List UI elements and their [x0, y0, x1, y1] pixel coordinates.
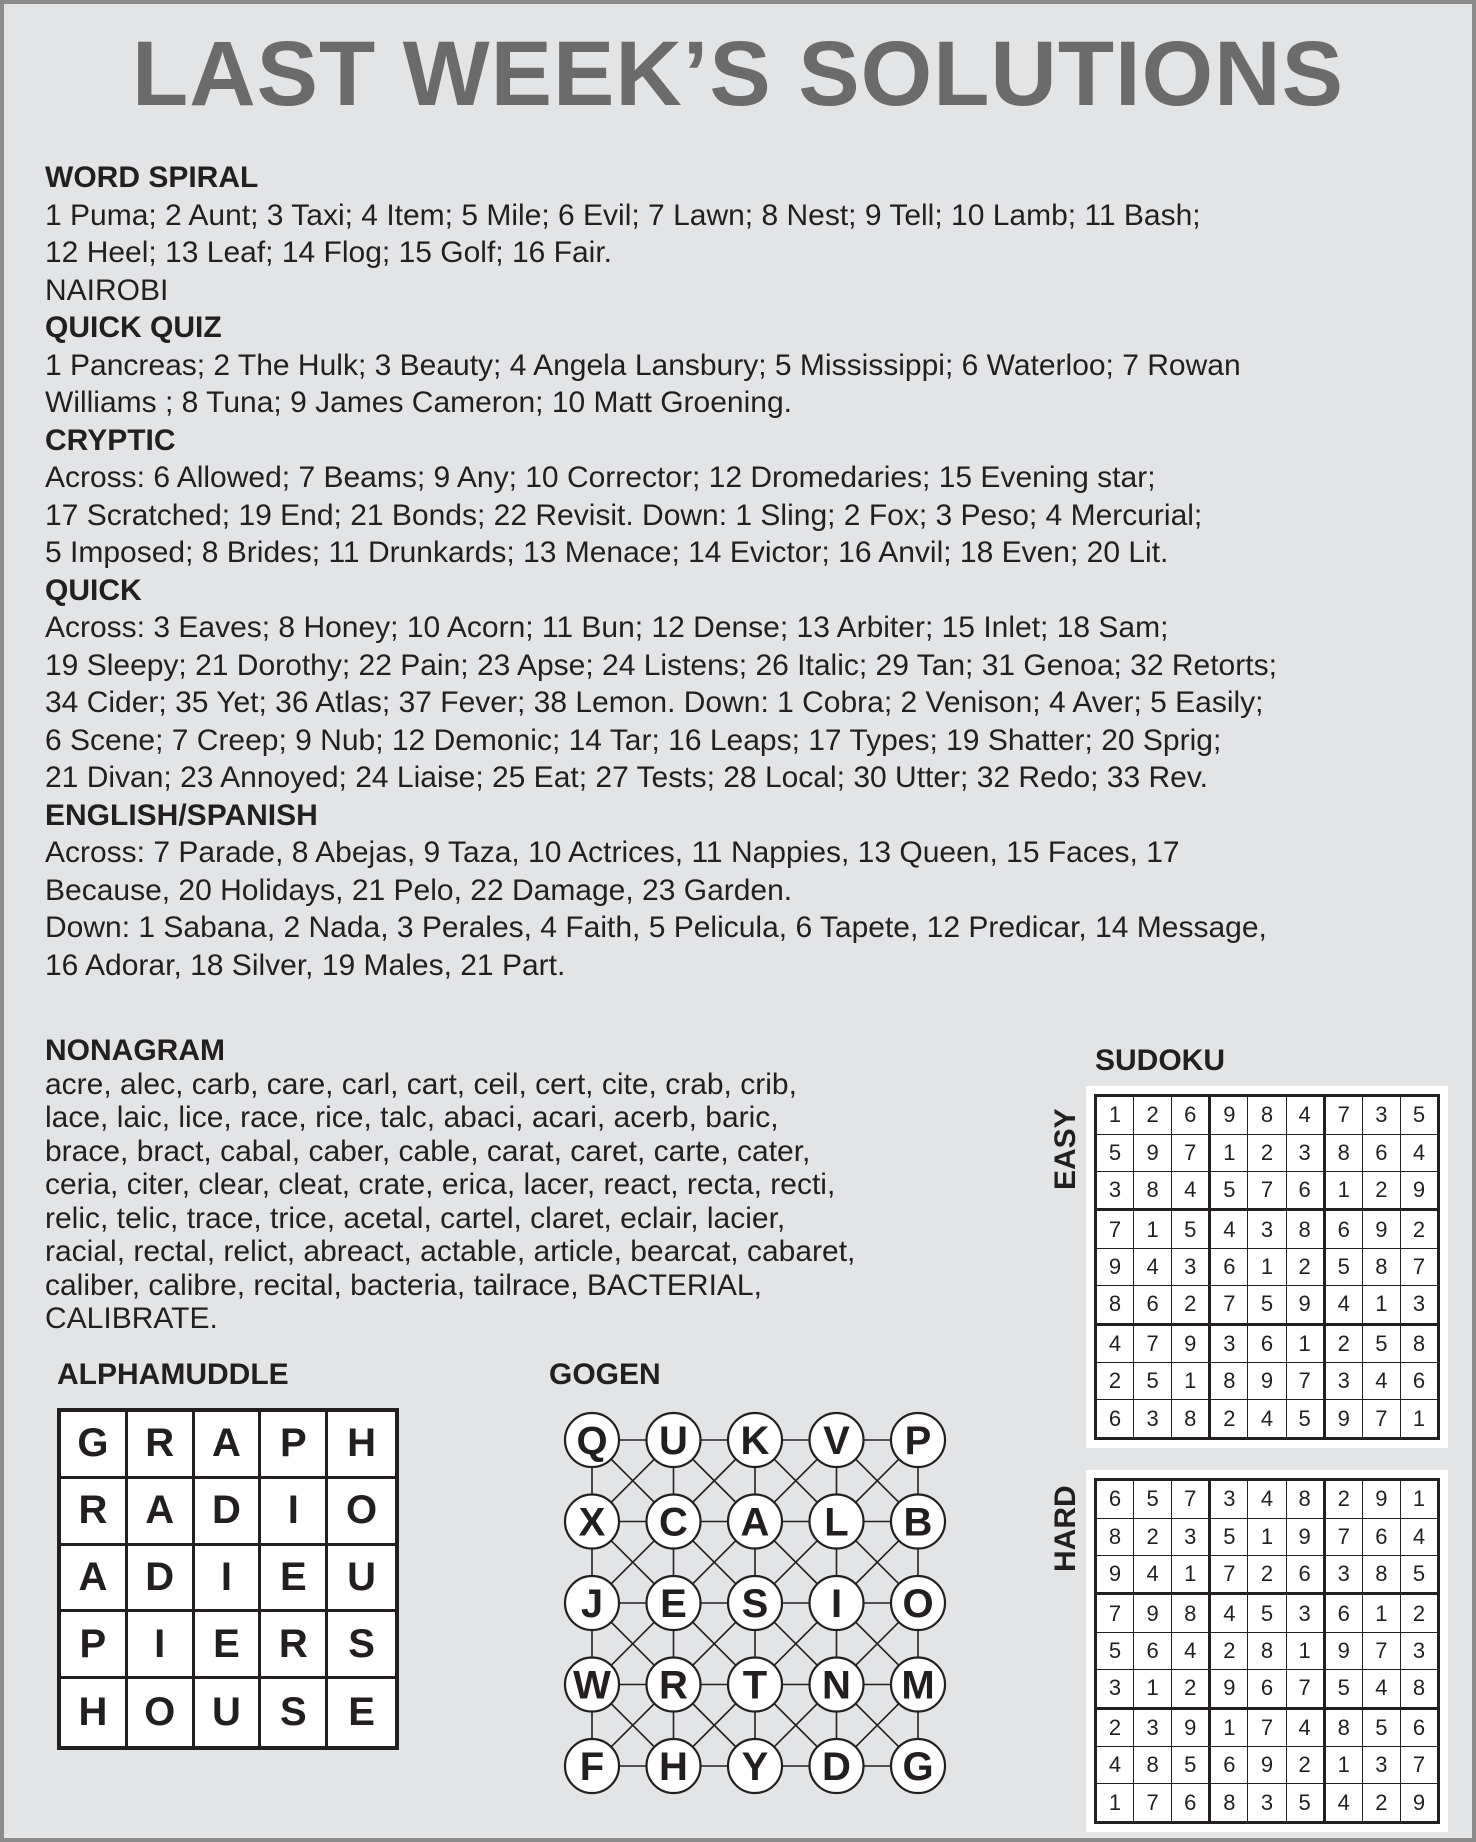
gogen-letter: E: [660, 1582, 687, 1626]
sudoku-cell: 9: [1096, 1555, 1134, 1594]
sudoku-cell: 1: [1172, 1555, 1210, 1594]
sudoku-cell: 6: [1248, 1669, 1286, 1708]
sudoku-cell: 7: [1400, 1747, 1438, 1784]
alphamuddle-cell: D: [128, 1546, 195, 1613]
alphamuddle-cell: I: [195, 1546, 262, 1613]
sudoku-cell: 9: [1172, 1708, 1210, 1747]
alphamuddle-cell: A: [61, 1546, 128, 1613]
sudoku-cell: 7: [1324, 1518, 1362, 1555]
sudoku-cell: 3: [1324, 1555, 1362, 1594]
alphamuddle-cell: I: [128, 1612, 195, 1679]
solution-line: Across: 3 Eaves; 8 Honey; 10 Acorn; 11 Bun; 12 Dense; 13 Arbiter; 15 Inlet; 18 Sam;: [45, 611, 1169, 644]
sudoku-cell: 3: [1096, 1171, 1134, 1210]
sudoku-cell: 5: [1096, 1632, 1134, 1669]
nonagram-solution: [45, 1034, 1005, 1336]
sudoku-cell: 7: [1362, 1632, 1400, 1669]
sudoku-cell: 4: [1172, 1632, 1210, 1669]
alphamuddle-cell: R: [128, 1412, 195, 1479]
sudoku-cell: 7: [1134, 1324, 1172, 1363]
gogen-grid: [552, 1400, 958, 1806]
sudoku-cell: 1: [1096, 1096, 1134, 1135]
sudoku-cell: 2: [1172, 1669, 1210, 1708]
sudoku-cell: 6: [1324, 1210, 1362, 1249]
alphamuddle-cell: U: [328, 1546, 395, 1613]
alphamuddle-cell: I: [261, 1479, 328, 1546]
sudoku-cell: 3: [1172, 1518, 1210, 1555]
sudoku-cell: 9: [1286, 1518, 1324, 1555]
section-heading: CRYPTIC: [45, 423, 176, 457]
sudoku-cell: 8: [1324, 1134, 1362, 1171]
sudoku-cell: 1: [1134, 1669, 1172, 1708]
sudoku-cell: 2: [1134, 1096, 1172, 1135]
gogen-letter: O: [902, 1582, 934, 1626]
sudoku-cell: 8: [1134, 1747, 1172, 1784]
sudoku-cell: 1: [1362, 1594, 1400, 1633]
sudoku-cell: 3: [1210, 1480, 1248, 1519]
sudoku-cell: 3: [1286, 1594, 1324, 1633]
gogen-letter: M: [901, 1663, 935, 1708]
sudoku-cell: 5: [1286, 1784, 1324, 1823]
sudoku-cell: 9: [1134, 1134, 1172, 1171]
sudoku-cell: 8: [1400, 1324, 1438, 1363]
sudoku-cell: 9: [1324, 1632, 1362, 1669]
sudoku-cell: 5: [1248, 1594, 1286, 1633]
section-heading: QUICK: [45, 573, 142, 607]
nonagram-line: acre, alec, carb, care, carl, cart, ceil, cert, cite, crab, crib,: [45, 1067, 797, 1101]
sudoku-cell: 2: [1172, 1285, 1210, 1324]
sudoku-cell: 3: [1134, 1708, 1172, 1747]
nonagram-line: racial, rectal, relict, abreact, actable, article, bearcat, cabaret,: [45, 1235, 856, 1268]
gogen-letter: L: [824, 1500, 849, 1545]
solution-line: 1 Pancreas; 2 The Hulk; 3 Beauty; 4 Angela Lansbury; 5 Mississippi; 6 Waterloo; 7 Rowan: [45, 348, 1241, 382]
sudoku-cell: 9: [1362, 1480, 1400, 1519]
sudoku-cell: 1: [1248, 1518, 1286, 1555]
solution-line: 1 Puma; 2 Aunt; 3 Taxi; 4 Item; 5 Mile; 6 Evil; 7 Lawn; 8 Nest; 9 Tell; 10 Lamb; 11 Bash;: [45, 198, 1201, 232]
gogen-letter: H: [659, 1745, 688, 1789]
sudoku-cell: 2: [1248, 1134, 1286, 1171]
sudoku-cell: 6: [1172, 1784, 1210, 1823]
sudoku-cell: 8: [1134, 1171, 1172, 1210]
gogen-letter: F: [579, 1745, 605, 1789]
sudoku-cell: 4: [1362, 1669, 1400, 1708]
sudoku-cell: 5: [1096, 1134, 1134, 1171]
sudoku-cell: 5: [1172, 1210, 1210, 1249]
page-title: LAST WEEK’S SOLUTIONS: [132, 23, 1344, 125]
sudoku-cell: 4: [1096, 1324, 1134, 1363]
gogen-letter: T: [742, 1663, 768, 1708]
sudoku-cell: 7: [1248, 1171, 1286, 1210]
sudoku-cell: 2: [1134, 1518, 1172, 1555]
gogen-letter: G: [902, 1745, 934, 1789]
sudoku-cell: 2: [1362, 1171, 1400, 1210]
sudoku-cell: 4: [1362, 1363, 1400, 1400]
sudoku-cell: 8: [1248, 1632, 1286, 1669]
solution-line: 17 Scratched; 19 End; 21 Bonds; 22 Revisit. Down: 1 Sling; 2 Fox; 3 Peso; 4 Mercurial;: [45, 498, 1203, 532]
sudoku-cell: 6: [1096, 1480, 1134, 1519]
sudoku-cell: 9: [1248, 1363, 1286, 1400]
sudoku-cell: 1: [1210, 1708, 1248, 1747]
sudoku-cell: 9: [1400, 1784, 1438, 1823]
sudoku-cell: 4: [1248, 1480, 1286, 1519]
sudoku-cell: 9: [1210, 1669, 1248, 1708]
sudoku-cell: 1: [1134, 1210, 1172, 1249]
sudoku-cell: 2: [1096, 1363, 1134, 1400]
solution-line: Down: 1 Sabana, 2 Nada, 3 Perales, 4 Faith, 5 Pelicula, 6 Tapete, 12 Predicar, 14 Message,: [45, 911, 1267, 944]
alphamuddle-cell: H: [328, 1412, 395, 1479]
sudoku-cell: 3: [1172, 1248, 1210, 1285]
sudoku-cell: 6: [1096, 1400, 1134, 1439]
alphamuddle-cell: S: [261, 1679, 328, 1746]
sudoku-cell: 1: [1286, 1324, 1324, 1363]
alphamuddle-cell: R: [261, 1612, 328, 1679]
sudoku-cell: 7: [1400, 1248, 1438, 1285]
sudoku-cell: 4: [1210, 1210, 1248, 1249]
sudoku-cell: 4: [1134, 1555, 1172, 1594]
sudoku-cell: 4: [1248, 1400, 1286, 1439]
nonagram-line: ceria, citer, clear, cleat, crate, erica, lacer, react, recta, recti,: [45, 1168, 836, 1201]
sudoku-cell: 4: [1210, 1594, 1248, 1633]
sudoku-cell: 4: [1134, 1248, 1172, 1285]
sudoku-cell: 8: [1248, 1096, 1286, 1135]
sudoku-cell: 2: [1286, 1747, 1324, 1784]
sudoku-cell: 5: [1210, 1518, 1248, 1555]
alphamuddle-cell: H: [61, 1679, 128, 1746]
sudoku-cell: 7: [1172, 1480, 1210, 1519]
gogen-letter: X: [578, 1500, 606, 1545]
sudoku-cell: 7: [1134, 1784, 1172, 1823]
alphamuddle-cell: S: [328, 1612, 395, 1679]
sudoku-cell: 8: [1210, 1784, 1248, 1823]
sudoku-cell: 5: [1286, 1400, 1324, 1439]
solution-line: 5 Imposed; 8 Brides; 11 Drunkards; 13 Menace; 14 Evictor; 16 Anvil; 18 Even; 20 Lit.: [45, 536, 1169, 569]
sudoku-cell: 3: [1248, 1210, 1286, 1249]
gogen-letter: J: [580, 1582, 604, 1626]
sudoku-cell: 4: [1324, 1784, 1362, 1823]
sudoku-cell: 4: [1286, 1096, 1324, 1135]
sudoku-cell: 6: [1400, 1708, 1438, 1747]
sudoku-cell: 4: [1286, 1708, 1324, 1747]
sudoku-cell: 6: [1134, 1632, 1172, 1669]
sudoku-cell: 6: [1362, 1518, 1400, 1555]
gogen-letter: I: [830, 1582, 843, 1626]
sudoku-cell: 6: [1210, 1248, 1248, 1285]
sudoku-cell: 1: [1096, 1784, 1134, 1823]
sudoku-cell: 1: [1324, 1747, 1362, 1784]
sudoku-cell: 8: [1362, 1555, 1400, 1594]
sudoku-cell: 3: [1286, 1134, 1324, 1171]
alphamuddle-cell: E: [261, 1546, 328, 1613]
sudoku-cell: 2: [1286, 1248, 1324, 1285]
sudoku-cell: 8: [1286, 1480, 1324, 1519]
sudoku-cell: 2: [1324, 1324, 1362, 1363]
sudoku-cell: 3: [1096, 1669, 1134, 1708]
sudoku-cell: 3: [1400, 1285, 1438, 1324]
text-solutions: [45, 159, 1445, 984]
sudoku-cell: 2: [1248, 1555, 1286, 1594]
sudoku-heading: SUDOKU: [1095, 1044, 1226, 1077]
sudoku-cell: 6: [1286, 1171, 1324, 1210]
sudoku-cell: 1: [1248, 1248, 1286, 1285]
sudoku-cell: 6: [1172, 1096, 1210, 1135]
sudoku-cell: 5: [1324, 1248, 1362, 1285]
sudoku-cell: 5: [1400, 1096, 1438, 1135]
gogen-letter: Y: [741, 1745, 769, 1789]
sudoku-cell: 5: [1172, 1747, 1210, 1784]
sudoku-cell: 8: [1400, 1669, 1438, 1708]
sudoku-cell: 6: [1400, 1363, 1438, 1400]
alphamuddle-heading: ALPHAMUDDLE: [57, 1358, 289, 1391]
sudoku-cell: 8: [1362, 1248, 1400, 1285]
sudoku-cell: 1: [1324, 1171, 1362, 1210]
alphamuddle-cell: A: [195, 1412, 262, 1479]
sudoku-cell: 4: [1172, 1171, 1210, 1210]
sudoku-cell: 7: [1210, 1555, 1248, 1594]
sudoku-cell: 7: [1286, 1669, 1324, 1708]
solution-line: 34 Cider; 35 Yet; 36 Atlas; 37 Fever; 38 Lemon. Down: 1 Cobra; 2 Venison; 4 Aver; 5 Easily;: [45, 686, 1264, 719]
alphamuddle-cell: R: [61, 1479, 128, 1546]
alphamuddle-cell: E: [195, 1612, 262, 1679]
sudoku-cell: 1: [1400, 1480, 1438, 1519]
sudoku-cell: 7: [1210, 1285, 1248, 1324]
nonagram-line: brace, bract, cabal, caber, cable, carat, caret, carte, cater,: [45, 1134, 811, 1168]
sudoku-cell: 1: [1286, 1632, 1324, 1669]
sudoku-cell: 9: [1362, 1210, 1400, 1249]
sudoku-cell: 2: [1096, 1708, 1134, 1747]
sudoku-cell: 9: [1286, 1285, 1324, 1324]
gogen-letter: K: [740, 1419, 770, 1463]
section-heading: WORD SPIRAL: [45, 161, 259, 194]
gogen-letter: R: [659, 1663, 688, 1708]
sudoku-cell: 9: [1172, 1324, 1210, 1363]
solution-line: Across: 7 Parade, 8 Abejas, 9 Taza, 10 Actrices, 11 Nappies, 13 Queen, 15 Faces, 17: [45, 836, 1180, 869]
alphamuddle-grid: [57, 1408, 399, 1750]
sudoku-cell: 5: [1134, 1363, 1172, 1400]
sudoku-cell: 3: [1324, 1363, 1362, 1400]
sudoku-cell: 9: [1134, 1594, 1172, 1633]
alphamuddle-cell: A: [128, 1479, 195, 1546]
sudoku-cell: 9: [1400, 1171, 1438, 1210]
sudoku-cell: 6: [1210, 1747, 1248, 1784]
sudoku-cell: 6: [1134, 1285, 1172, 1324]
solution-line: 19 Sleepy; 21 Dorothy; 22 Pain; 23 Apse; 24 Listens; 26 Italic; 29 Tan; 31 Genoa; 32 Retorts;: [45, 648, 1277, 682]
sudoku-cell: 2: [1400, 1594, 1438, 1633]
sudoku-cell: 7: [1096, 1210, 1134, 1249]
nonagram-line: relic, telic, trace, trice, acetal, cartel, claret, eclair, lacier,: [45, 1201, 786, 1235]
gogen-letter: Q: [576, 1419, 608, 1463]
gogen-letter: S: [741, 1582, 769, 1626]
sudoku-easy: [1086, 1086, 1448, 1448]
sudoku-hard-label: HARD: [1049, 1485, 1082, 1572]
sudoku-cell: 6: [1286, 1555, 1324, 1594]
sudoku-cell: 6: [1248, 1324, 1286, 1363]
sudoku-easy-grid: [1094, 1094, 1440, 1440]
sudoku-cell: 5: [1134, 1480, 1172, 1519]
sudoku-cell: 6: [1362, 1134, 1400, 1171]
solution-line: NAIROBI: [45, 273, 169, 307]
sudoku-cell: 1: [1210, 1134, 1248, 1171]
sudoku-cell: 4: [1096, 1747, 1134, 1784]
nonagram-line: CALIBRATE.: [45, 1302, 218, 1335]
sudoku-cell: 7: [1362, 1400, 1400, 1439]
sudoku-cell: 4: [1400, 1134, 1438, 1171]
sudoku-cell: 2: [1400, 1210, 1438, 1249]
sudoku-cell: 7: [1286, 1363, 1324, 1400]
sudoku-cell: 2: [1210, 1400, 1248, 1439]
gogen-letter: V: [823, 1419, 850, 1463]
section-heading: ENGLISH/SPANISH: [45, 798, 318, 832]
sudoku-cell: 3: [1248, 1784, 1286, 1823]
nonagram-heading: NONAGRAM: [45, 1034, 225, 1067]
alphamuddle-cell: E: [348, 1690, 375, 1735]
sudoku-cell: 3: [1362, 1096, 1400, 1135]
sudoku-cell: 5: [1248, 1285, 1286, 1324]
sudoku-cell: 2: [1362, 1784, 1400, 1823]
solution-line: 16 Adorar, 18 Silver, 19 Males, 21 Part.: [45, 948, 566, 982]
sudoku-cell: 4: [1324, 1285, 1362, 1324]
sudoku-cell: 7: [1248, 1708, 1286, 1747]
sudoku-cell: 4: [1400, 1518, 1438, 1555]
sudoku-cell: 3: [1362, 1747, 1400, 1784]
solution-line: 6 Scene; 7 Creep; 9 Nub; 12 Demonic; 14 Tar; 16 Leaps; 17 Types; 19 Shatter; 20 Sprig;: [45, 723, 1222, 757]
gogen-heading: GOGEN: [549, 1358, 661, 1391]
nonagram-line: lace, laic, lice, race, rice, talc, abaci, acari, acerb, baric,: [45, 1101, 779, 1134]
sudoku-cell: 5: [1210, 1171, 1248, 1210]
sudoku-cell: 3: [1210, 1324, 1248, 1363]
gogen-letter: D: [822, 1745, 851, 1789]
sudoku-cell: 2: [1210, 1632, 1248, 1669]
solution-line: 12 Heel; 13 Leaf; 14 Flog; 15 Golf; 16 Fair.: [45, 236, 613, 269]
sudoku-cell: 8: [1172, 1594, 1210, 1633]
alphamuddle-cell: P: [261, 1412, 328, 1479]
sudoku-cell: 9: [1324, 1400, 1362, 1439]
alphamuddle-cell: P: [61, 1612, 128, 1679]
sudoku-cell: 8: [1096, 1518, 1134, 1555]
gogen-letter: N: [822, 1663, 851, 1708]
gogen-letter: W: [573, 1663, 611, 1708]
sudoku-cell: 8: [1096, 1285, 1134, 1324]
solution-line: Across: 6 Allowed; 7 Beams; 9 Any; 10 Corrector; 12 Dromedaries; 15 Evening star;: [45, 461, 1156, 494]
sudoku-cell: 5: [1324, 1669, 1362, 1708]
sudoku-cell: 8: [1172, 1400, 1210, 1439]
sudoku-cell: 3: [1134, 1400, 1172, 1439]
alphamuddle-cell: G: [61, 1412, 128, 1479]
sudoku-cell: 2: [1324, 1480, 1362, 1519]
alphamuddle-cell: O: [128, 1679, 195, 1746]
sudoku-cell: 8: [1324, 1708, 1362, 1747]
alphamuddle-cell: O: [328, 1479, 395, 1546]
section-heading: QUICK QUIZ: [45, 311, 222, 344]
sudoku-cell: 7: [1172, 1134, 1210, 1171]
sudoku-cell: 9: [1096, 1248, 1134, 1285]
sudoku-cell: 5: [1362, 1324, 1400, 1363]
sudoku-cell: 7: [1324, 1096, 1362, 1135]
nonagram-line: caliber, calibre, recital, bacteria, tailrace, BACTERIAL,: [45, 1268, 762, 1302]
sudoku-easy-label: EASY: [1049, 1108, 1082, 1190]
sudoku-hard: [1086, 1470, 1448, 1832]
sudoku-cell: 9: [1210, 1096, 1248, 1135]
solution-line: Williams ; 8 Tuna; 9 James Cameron; 10 Matt Groening.: [45, 386, 792, 419]
sudoku-cell: 1: [1362, 1285, 1400, 1324]
sudoku-cell: 1: [1172, 1363, 1210, 1400]
sudoku-cell: 7: [1096, 1594, 1134, 1633]
sudoku-cell: 8: [1286, 1210, 1324, 1249]
sudoku-cell: 5: [1400, 1555, 1438, 1594]
sudoku-cell: 3: [1400, 1632, 1438, 1669]
gogen-letter: A: [740, 1500, 770, 1545]
sudoku-cell: 5: [1362, 1708, 1400, 1747]
sudoku-hard-grid: [1094, 1478, 1440, 1824]
gogen-letter: B: [903, 1500, 933, 1545]
alphamuddle-cell: D: [195, 1479, 262, 1546]
sudoku-cell: 6: [1324, 1594, 1362, 1633]
sudoku-cell: 1: [1400, 1400, 1438, 1439]
sudoku-cell: 8: [1210, 1363, 1248, 1400]
alphamuddle-cell: U: [195, 1679, 262, 1746]
solution-line: 21 Divan; 23 Annoyed; 24 Liaise; 25 Eat; 27 Tests; 28 Local; 30 Utter; 32 Redo; 33 Rev.: [45, 761, 1208, 794]
gogen-letter: U: [659, 1419, 688, 1463]
gogen-letter: C: [659, 1500, 688, 1545]
sudoku-cell: 9: [1248, 1747, 1286, 1784]
solution-line: Because, 20 Holidays, 21 Pelo, 22 Damage, 23 Garden.: [45, 873, 793, 907]
gogen-letter: P: [904, 1419, 932, 1463]
